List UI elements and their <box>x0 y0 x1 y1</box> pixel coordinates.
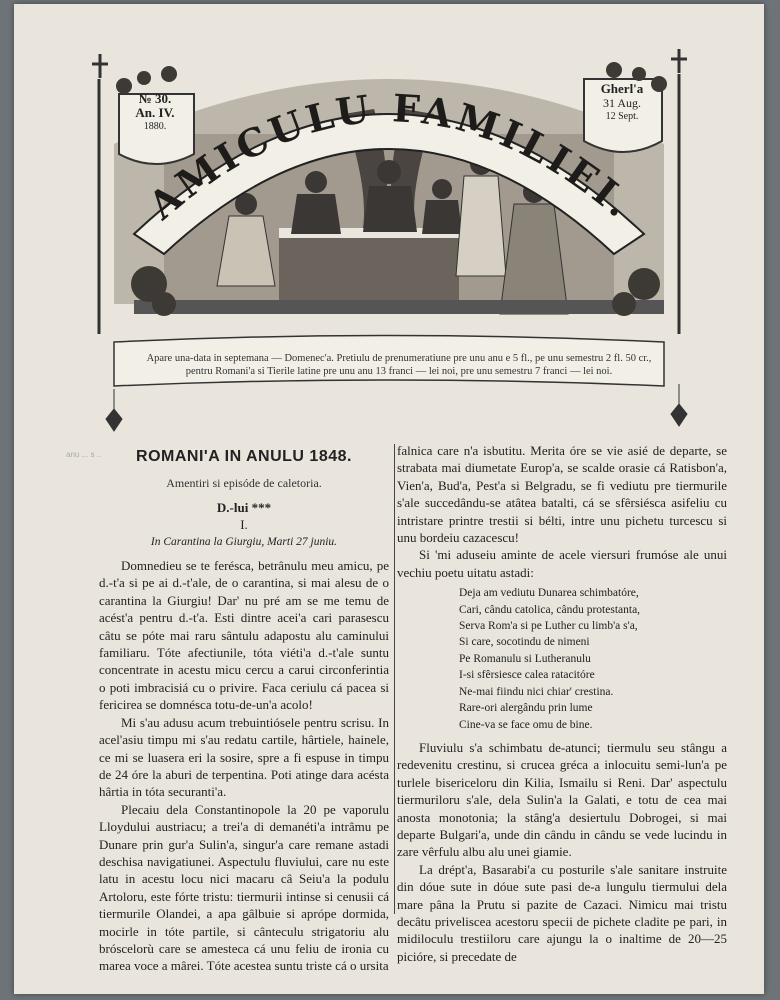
issue-year: 1880. <box>143 121 167 132</box>
left-column <box>99 442 389 975</box>
issue-number: № 30. <box>138 91 172 106</box>
paragraph: falnica care n'a isbutitu. Merita óre se vie asié de departe, se strabata mai diumetate Europ'a, se scalde orasie cá Ratisbon'a, Vien'a, Bud'a, Pest'a si Belgradu, se fi vediutu pre tiermurile s'ale succedându-se atâtea batalti, cá se sfêrsiésca asifeliu cu intristare printre trestii si bélti, intre unu pichetu turcescu si unu bordeiu cazacescu! <box>397 443 727 546</box>
issue-info <box>120 92 190 134</box>
paragraph: Domnedieu se te ferésca, betrânulu meu amicu, pe d.-t'a si pe ai d.-t'ale, de o carantina, si mai alesu de o carantina la Giurgiu! Dar' nu pré am se me temu de acést'a pentru d.-t'a. Esti dintre acei'a cari parasescu câtu se póte mai raru sântulu adapostu alu caminului familiaru. Tóte afectiunile, tóta viéti'a d.-t'ale suntu concentrate in acestu micu cercu a carui circonferintia o poti imbracisiá cu o privire. Faca ceriulu cá pacea si fericirea se domnésca totu-de-un'a acolo! <box>99 558 389 713</box>
issue-date-new-style: 12 Sept. <box>605 111 639 122</box>
poem-line: Serva Rom'a si pe Luther cu limb'a s'a, <box>459 620 638 633</box>
poem-line: Rare-ori alergându prin lume <box>459 702 593 715</box>
issue-date-old-style: 31 Aug. <box>602 96 641 110</box>
right-column <box>397 442 727 965</box>
title-text: AMICULU FAMILIEI. <box>139 85 644 229</box>
poem-line: Cine-va se face omu de bine. <box>459 718 593 731</box>
issue-place: Gherl'a <box>600 81 644 96</box>
article-author: D.-lui *** <box>216 499 272 515</box>
place-date-info <box>586 82 658 124</box>
subscription-line-1: Apare una-data in septemana — Domenec'a. Pretiulu de prenumeratiune pre unu anu e 5 fl., pe unu semestru 2 fl. 50 cr., <box>146 353 652 364</box>
svg-text:AMICULU FAMILIEI. <box>139 85 643 228</box>
paragraph: Plecaiu dela Constantinopole la 20 pe vaporulu Lloydului austriacu; a trei'a di demanéti'a intrâmu pe Dunare prin gur'a Sulin'a, singur'a care remane astadi deschisa navigatiunei. Aspectulu fluviului, care nu este latu in acestu locu nici macaru câ Seiu'a la podulu Artoloru, este fórte tristu: tiermurii intinse si cenusii cá tiermurile Olandei, a apa gâlbuie si aprópe dormida, mocirle in tóte partile, si cânteculu strigatoriu alu bróscelorù care se amesteca cá unu feliu de ironia cu marea voce a mârei. Tóte acestea suntu triste cá o ursita <box>99 801 389 974</box>
poem-line: Ne-mai fiindu nici chiar' crestina. <box>459 685 614 698</box>
place-date-line: In Carantina la Giurgiu, Marti 27 juniu. <box>150 535 338 548</box>
poem-line: Pe Romanulu si Lutheranulu <box>459 652 591 665</box>
poem-line: I-si sfêrsiesce calea ratacitóre <box>459 669 595 682</box>
paragraph: Fluviulu s'a schimbatu de-atunci; tiermulu seu stângu a redevenitu crestinu, si crucea gréca a inlocuitu semi-lun'a pe turlele bisericeloru din Kilia, Ismailu si Reni. Dar' aspectulu tiermuriloru s'ale, dela Sulin'a la Galati, e totu de cea mai anosta monotonia; la stâng'a desiertulu Dobrogei, si mai departe Bulgari'a, unde din cându in cându se vede lucindu in zare vêrfulu albu alu unei giamie. <box>397 739 727 860</box>
poem-line: Cari, cându catolica, cându protestanta, <box>459 603 641 616</box>
poem <box>459 585 727 733</box>
article-title: ROMANI'A IN ANULU 1848. <box>136 448 352 465</box>
poem-line: Si care, socotindu de nimeni <box>459 636 590 649</box>
column-divider <box>394 444 395 914</box>
margin-note: anu ... s .. <box>66 450 102 459</box>
masthead-title <box>14 4 764 264</box>
subscription-line-2: pentru Romani'a si Tierile latine pre unu anu 13 franci — lei noi, pre unu semestru 7 franci — lei noi. <box>185 366 613 377</box>
section-number: I. <box>240 517 248 533</box>
paragraph: La drépt'a, Basarabi'a cu posturile s'ale sanitare instruite din dóue sute in dóue sute pasi de-a lungulu tiermului dela mare pâna la Prutu si pazite de Cazaci. Nimicu mai tristu decâtu priveliscea acestoru specii de pichete cladite pe pari, in midiloculu trestiiloru care ajungu la o inaltime de 20—25 picióre, si precedate de <box>397 861 727 964</box>
paragraph: Si 'mi aduseiu aminte de acele viersuri frumóse ale unui vechiu poetu uitatu astadi: <box>397 547 727 580</box>
paragraph: Mi s'au adusu acum trebuintiósele pentru scrisu. In acel'asiu timpu mi s'au redatu cartile, hârtiele, hainele, ce mi se luasera eri la sosire, spre a fi espuse in timpu de 24 óre la aburi de terpentina. Poti atinge dara acésta hârtia in tóta securanti'a. <box>99 714 389 800</box>
issue-year-label: An. IV. <box>135 105 175 120</box>
poem-line: Deja am vediutu Dunarea schimbatóre, <box>459 587 639 600</box>
subscription-info <box>129 352 669 378</box>
newspaper-page <box>14 4 764 994</box>
article-subtitle: Amentiri si episóde de caletoria. <box>166 476 322 491</box>
